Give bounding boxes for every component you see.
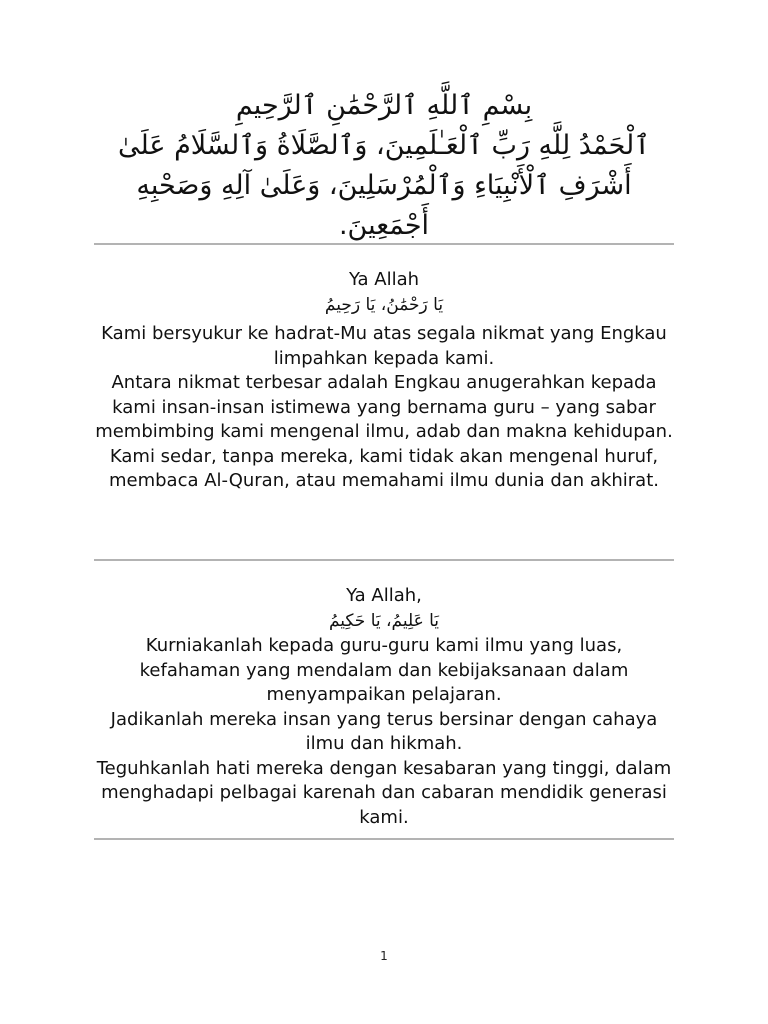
section-paragraph: Jadikanlah mereka insan yang terus bersinar dengan cahaya ilmu dan hikmah. [110,708,658,754]
divider-top [94,243,674,245]
section-arabic-invocation: يَا رَحْمَٰنُ، يَا رَحِيمُ [324,295,444,315]
arabic-opening-prayer [60,86,708,246]
section-arabic-invocation: يَا عَلِيمُ، يَا حَكِيمُ [328,611,440,631]
heading-line-salawat: أَشْرَفِ ٱلْأَنْبِيَاءِ وَٱلْمُرْسَلِينَ، وَعَلَىٰ آلِهِ وَصَحْبِهِ [136,170,632,201]
page-number: 1 [380,949,388,963]
section-title: Ya Allah [348,269,420,290]
heading-line-hamdalah: ٱلْحَمْدُ لِلَّهِ رَبِّ ٱلْعَـٰلَمِينَ، وَٱلصَّلَاةُ وَٱلسَّلَامُ عَلَىٰ [117,130,651,161]
divider-middle [94,559,674,561]
section-paragraph: Kami bersyukur ke hadrat-Mu atas segala nikmat yang Engkau limpahkan kepada kami. [101,323,667,369]
divider-bottom [94,838,674,840]
prayer-section-knowledge [94,584,674,830]
heading-line-basmala: بِسْمِ ٱللَّهِ ٱلرَّحْمَٰنِ ٱلرَّحِيمِ [235,90,533,121]
section-paragraph: Antara nikmat terbesar adalah Engkau anugerahkan kepada kami insan-insan istimewa yang bernama guru – yang sabar membimbing kami mengenal ilmu, adab dan makna kehidupan. [95,372,673,442]
section-paragraph: Kami sedar, tanpa mereka, kami tidak akan mengenal huruf, membaca Al-Quran, atau memahami ilmu dunia dan akhirat. [108,445,659,491]
section-title: Ya Allah, [346,585,422,606]
heading-line-closing: أَجْمَعِينَ. [338,210,430,241]
section-paragraph: Kurniakanlah kepada guru-guru kami ilmu yang luas, kefahaman yang mendalam dan kebijaksanaan dalam menyampaikan pelajaran. [139,635,629,705]
section-paragraph: Teguhkanlah hati mereka dengan kesabaran yang tinggi, dalam menghadapi pelbagai karenah dan cabaran mendidik generasi kami. [96,757,672,828]
prayer-section-gratitude [94,268,674,494]
